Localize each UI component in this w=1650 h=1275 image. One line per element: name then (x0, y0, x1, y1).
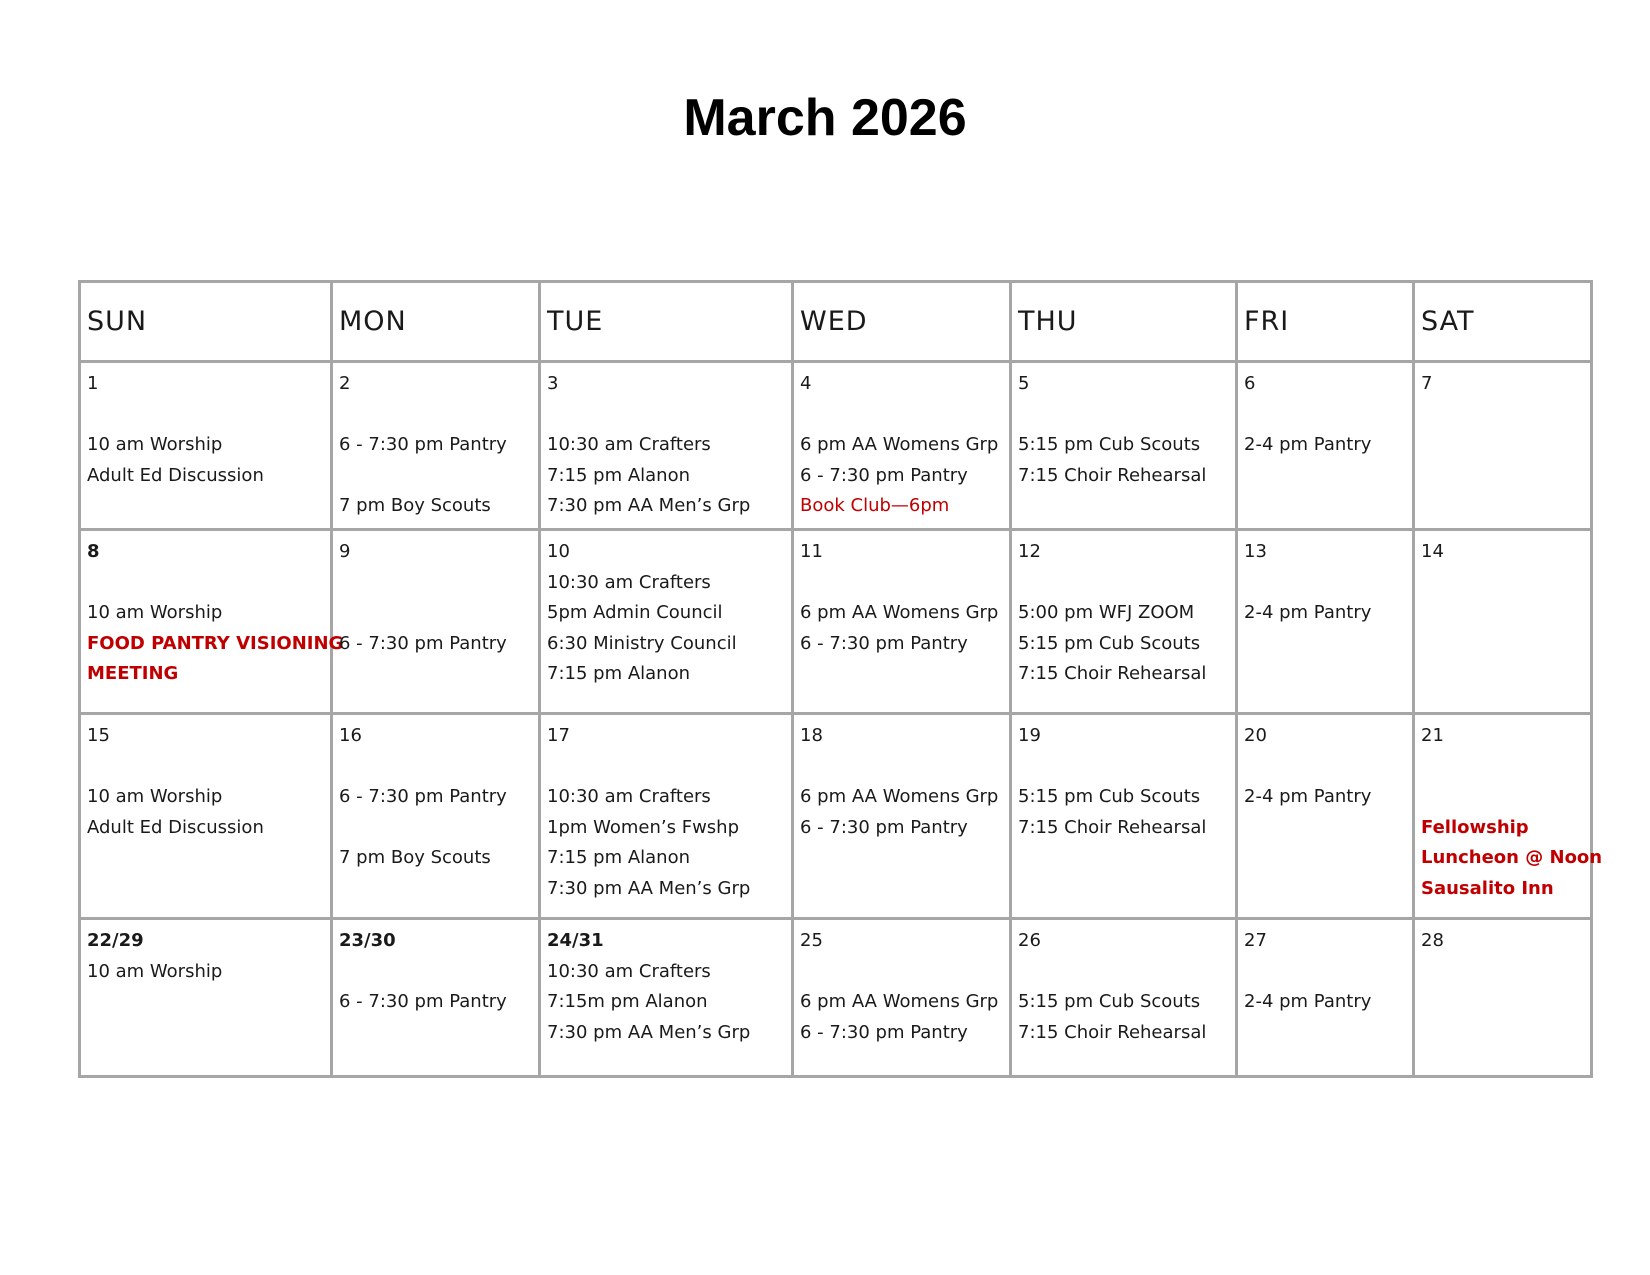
day-cell (332, 362, 540, 530)
day-cell (1237, 714, 1414, 919)
event-line (1018, 568, 1229, 599)
weekday-header-sat: SAT (1414, 282, 1592, 362)
event-line: 10 am Worship (87, 786, 223, 807)
day-cell (1011, 714, 1237, 919)
day-cell (1414, 714, 1603, 919)
event-line (800, 400, 1003, 431)
event-line: 2-4 pm Pantry (1244, 434, 1372, 455)
day-cell (793, 530, 1011, 714)
day-number: 26 (1018, 930, 1041, 951)
day-cell (1011, 530, 1237, 714)
event-line (339, 568, 532, 599)
event-line: 2-4 pm Pantry (1244, 786, 1372, 807)
weekday-header-tue: TUE (540, 282, 793, 362)
day-number: 2 (339, 373, 351, 394)
event-line: 10:30 am Crafters (547, 960, 711, 982)
day-number: 16 (339, 725, 362, 746)
event-line: 6 pm AA Womens Grp (800, 602, 999, 623)
event-line: 7:15 Choir Rehearsal (1018, 663, 1207, 684)
day-number: 23/30 (339, 930, 396, 951)
day-number: 27 (1244, 930, 1267, 951)
event-line: 2-4 pm Pantry (1244, 991, 1372, 1012)
event-line: 2-4 pm Pantry (1244, 602, 1372, 623)
event-line: 10 am Worship (87, 434, 223, 455)
event-line: 5:15 pm Cub Scouts (1018, 632, 1201, 654)
event-line (1018, 957, 1229, 988)
day-cell (793, 362, 1011, 530)
event-line (1018, 400, 1229, 431)
event-line (339, 813, 532, 844)
weekday-header-thu: THU (1011, 282, 1237, 362)
day-cell (332, 714, 540, 919)
event-line: 7:15 pm Alanon (547, 847, 690, 868)
day-number: 21 (1421, 725, 1444, 746)
day-number: 20 (1244, 725, 1267, 746)
event-line: 5:00 pm WFJ ZOOM (1018, 602, 1195, 623)
day-cell (80, 362, 332, 530)
event-line: 10:30 am Crafters (547, 434, 711, 455)
event-line: 7:30 pm AA Men’s Grp (547, 1021, 751, 1043)
event-line (339, 957, 532, 988)
event-line (87, 568, 324, 599)
event-line: 10:30 am Crafters (547, 786, 711, 807)
day-cell (793, 714, 1011, 919)
event-line: 5:15 pm Cub Scouts (1018, 786, 1201, 807)
day-number: 4 (800, 373, 812, 394)
event-line: 5pm Admin Council (547, 602, 723, 623)
event-line (800, 568, 1003, 599)
event-line: 7 pm Boy Scouts (339, 495, 491, 516)
page-title: March 2026 (683, 89, 967, 147)
week-row (80, 714, 1592, 919)
day-cell (1414, 919, 1592, 1077)
event-line (1421, 752, 1584, 783)
event-line: 7:15 pm Alanon (547, 663, 690, 684)
event-line: Adult Ed Discussion (87, 464, 264, 486)
event-line: Sausalito Inn (1421, 877, 1554, 899)
event-line: Book Club—6pm (800, 495, 950, 516)
day-cell (1237, 919, 1414, 1077)
event-line: 7 pm Boy Scouts (339, 847, 491, 868)
event-line: 7:15 Choir Rehearsal (1018, 816, 1207, 838)
day-number: 1 (87, 373, 99, 394)
event-line: 7:15 Choir Rehearsal (1018, 1021, 1207, 1043)
event-line (547, 752, 785, 783)
day-cell (332, 530, 540, 714)
weekday-header-row (80, 282, 1592, 362)
event-line: 6 - 7:30 pm Pantry (800, 464, 968, 486)
event-line (1421, 782, 1584, 813)
event-line: 6 - 7:30 pm Pantry (800, 816, 968, 838)
day-cell (540, 362, 793, 530)
event-line (87, 400, 324, 431)
day-cell (1237, 530, 1414, 714)
day-cell (540, 714, 793, 919)
event-line: 6 - 7:30 pm Pantry (800, 1021, 968, 1043)
day-number: 9 (339, 541, 351, 562)
event-line: 6 pm AA Womens Grp (800, 991, 999, 1012)
event-line: Fellowship (1421, 816, 1529, 838)
weekday-header-fri: FRI (1237, 282, 1414, 362)
event-line: 7:15m pm Alanon (547, 991, 708, 1012)
event-line (339, 461, 532, 492)
day-number: 5 (1018, 373, 1030, 394)
day-cell (1414, 362, 1592, 530)
event-line (339, 598, 532, 629)
event-line: 1pm Women’s Fwshp (547, 816, 740, 838)
day-number: 24/31 (547, 930, 604, 951)
event-line (339, 752, 532, 783)
event-line: 10 am Worship (87, 960, 223, 982)
event-line: 5:15 pm Cub Scouts (1018, 991, 1201, 1012)
day-cell (1011, 919, 1237, 1077)
week-row (80, 362, 1592, 530)
day-number: 12 (1018, 541, 1041, 562)
day-number: 11 (800, 541, 823, 562)
event-line: 6 pm AA Womens Grp (800, 434, 999, 455)
event-line: 6 - 7:30 pm Pantry (339, 632, 507, 654)
event-line: 6 - 7:30 pm Pantry (800, 632, 968, 654)
day-number: 13 (1244, 541, 1267, 562)
event-line: 6 - 7:30 pm Pantry (339, 991, 507, 1012)
day-number: 6 (1244, 373, 1256, 394)
event-line: 6:30 Ministry Council (547, 632, 737, 654)
event-line (1244, 752, 1406, 783)
event-line: Luncheon @ Noon (1421, 847, 1603, 868)
event-line: 5:15 pm Cub Scouts (1018, 434, 1201, 455)
day-number: 15 (87, 725, 110, 746)
day-cell (793, 919, 1011, 1077)
day-cell (1414, 530, 1592, 714)
event-line (339, 400, 532, 431)
event-line: 7:15 pm Alanon (547, 464, 690, 486)
event-line: 6 - 7:30 pm Pantry (339, 434, 507, 455)
weekday-header-mon: MON (332, 282, 540, 362)
day-cell (540, 530, 793, 714)
event-line: FOOD PANTRY VISIONING (87, 632, 344, 654)
event-line (800, 957, 1003, 988)
event-line (1244, 957, 1406, 988)
event-line: 7:15 Choir Rehearsal (1018, 464, 1207, 486)
calendar-grid (78, 280, 1603, 1078)
day-cell (540, 919, 793, 1077)
event-line (547, 400, 785, 431)
week-row (80, 530, 1592, 714)
day-number: 22/29 (87, 930, 144, 951)
day-number: 8 (87, 541, 100, 562)
event-line: 7:30 pm AA Men’s Grp (547, 495, 751, 516)
day-number: 18 (800, 725, 823, 746)
day-number: 3 (547, 373, 559, 394)
event-line (1244, 400, 1406, 431)
day-number: 25 (800, 930, 823, 951)
event-line: MEETING (87, 663, 179, 684)
event-line: 6 - 7:30 pm Pantry (339, 786, 507, 807)
day-cell (332, 919, 540, 1077)
day-number: 7 (1421, 373, 1433, 394)
weekday-header-sun: SUN (80, 282, 332, 362)
day-number: 10 (547, 541, 570, 562)
day-number: 17 (547, 725, 570, 746)
day-number: 14 (1421, 541, 1444, 562)
event-line: 6 pm AA Womens Grp (800, 786, 999, 807)
event-line: 7:30 pm AA Men’s Grp (547, 877, 751, 899)
event-line (800, 752, 1003, 783)
event-line (1018, 752, 1229, 783)
event-line (1244, 568, 1406, 599)
event-line: 10:30 am Crafters (547, 571, 711, 593)
day-number: 19 (1018, 725, 1041, 746)
day-cell (1011, 362, 1237, 530)
weekday-header-wed: WED (793, 282, 1011, 362)
day-number: 28 (1421, 930, 1444, 951)
day-cell (80, 714, 332, 919)
event-line (87, 752, 324, 783)
day-cell (80, 919, 332, 1077)
day-cell (1237, 362, 1414, 530)
day-cell (80, 530, 344, 714)
week-row (80, 919, 1592, 1077)
event-line: 10 am Worship (87, 602, 223, 623)
event-line: Adult Ed Discussion (87, 816, 264, 838)
